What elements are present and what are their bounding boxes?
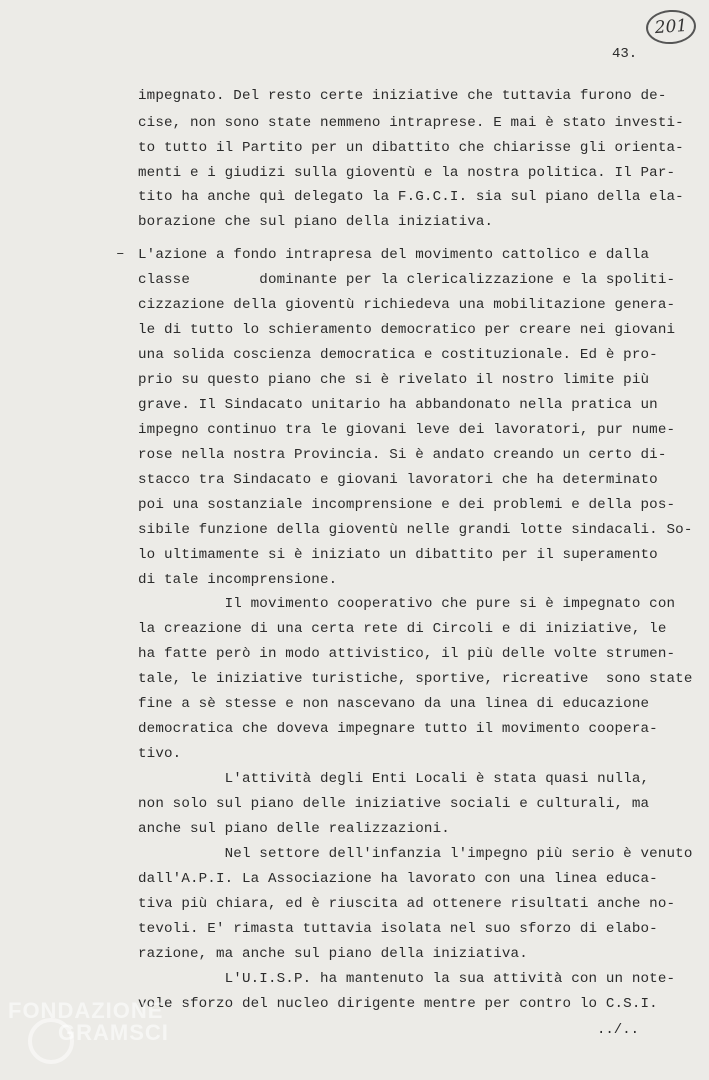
text-line: razione, ma anche sul piano della iniziativa. (138, 946, 528, 962)
watermark-line-1: FONDAZIONE (8, 998, 164, 1023)
archive-number-stamp: 201 (645, 8, 697, 45)
text-line: grave. Il Sindacato unitario ha abbandonato nella pratica un (138, 397, 658, 413)
text-line: le di tutto lo schieramento democratico per creare nei giovani (138, 322, 676, 338)
text-line: L'U.I.S.P. ha mantenuto la sua attività con un note- (138, 971, 676, 987)
watermark-line-2: GRAMSCI (58, 1020, 169, 1045)
text-line: impegnato. Del resto certe iniziative che tuttavia furono de- (138, 88, 667, 104)
text-line: menti e i giudizi sulla gioventù e la nostra politica. Il Par- (138, 165, 676, 181)
text-line: Il movimento cooperativo che pure si è impegnato con (138, 596, 676, 612)
text-line: tevoli. E' rimasta tuttavia isolata nel suo sforzo di elabo- (138, 921, 658, 937)
text-line: tito ha anche quì delegato la F.G.C.I. sia sul piano della ela- (138, 189, 684, 205)
text-line: sibile funzione della gioventù nelle grandi lotte sindacali. So- (138, 522, 693, 538)
text-line: democratica che doveva impegnare tutto il movimento coopera- (138, 721, 658, 737)
text-line: classe dominante per la clericalizzazione e la spoliti- (138, 272, 676, 288)
text-line: rose nella nostra Provincia. Si è andato creando un certo di- (138, 447, 667, 463)
text-line: una solida coscienza democratica e costituzionale. Ed è pro- (138, 347, 658, 363)
text-line: cise, non sono state nemmeno intraprese. E mai è stato investi- (138, 115, 684, 131)
text-line: prio su questo piano che si è rivelato il nostro limite più (138, 372, 650, 388)
text-line: lo ultimamente si è iniziato un dibattito per il superamento (138, 547, 658, 563)
text-line: tivo. (138, 746, 182, 762)
continuation-marker: ../.. (597, 1022, 640, 1038)
text-line: la creazione di una certa rete di Circoli e di iniziative, le (138, 621, 667, 637)
text-line: tale, le iniziative turistiche, sportive, ricreative sono state (138, 671, 693, 687)
text-line: stacco tra Sindacato e giovani lavoratori che ha determinato (138, 472, 658, 488)
text-line: to tutto il Partito per un dibattito che chiarisse gli orienta- (138, 140, 684, 156)
text-line: Nel settore dell'infanzia l'impegno più serio è venuto (138, 846, 693, 862)
text-line: dall'A.P.I. La Associazione ha lavorato con una linea educa- (138, 871, 658, 887)
text-line: anche sul piano delle realizzazioni. (138, 821, 450, 837)
watermark (8, 1000, 169, 1044)
page-number: 43. (612, 46, 638, 62)
text-line: cizzazione della gioventù richiedeva una mobilitazione genera- (138, 297, 676, 313)
text-line: impegno continuo tra le giovani leve dei lavoratori, pur nume- (138, 422, 676, 438)
text-line: borazione che sul piano della iniziativa. (138, 214, 494, 230)
text-line: non solo sul piano delle iniziative sociali e culturali, ma (138, 796, 650, 812)
text-line: tiva più chiara, ed è riuscita ad ottenere risultati anche no- (138, 896, 676, 912)
bullet-dash: – (116, 246, 125, 262)
text-line: poi una sostanziale incomprensione e dei problemi e della pos- (138, 497, 676, 513)
text-line: fine a sè stesse e non nascevano da una linea di educazione (138, 696, 650, 712)
text-line: di tale incomprensione. (138, 572, 338, 588)
text-line: ha fatte però in modo attivistico, il più delle volte strumen- (138, 646, 676, 662)
text-line: vole sforzo del nucleo dirigente mentre per contro lo C.S.I. (138, 996, 658, 1012)
text-line: L'azione a fondo intrapresa del movimento cattolico e dalla (138, 247, 650, 263)
text-line: L'attività degli Enti Locali è stata quasi nulla, (138, 771, 650, 787)
